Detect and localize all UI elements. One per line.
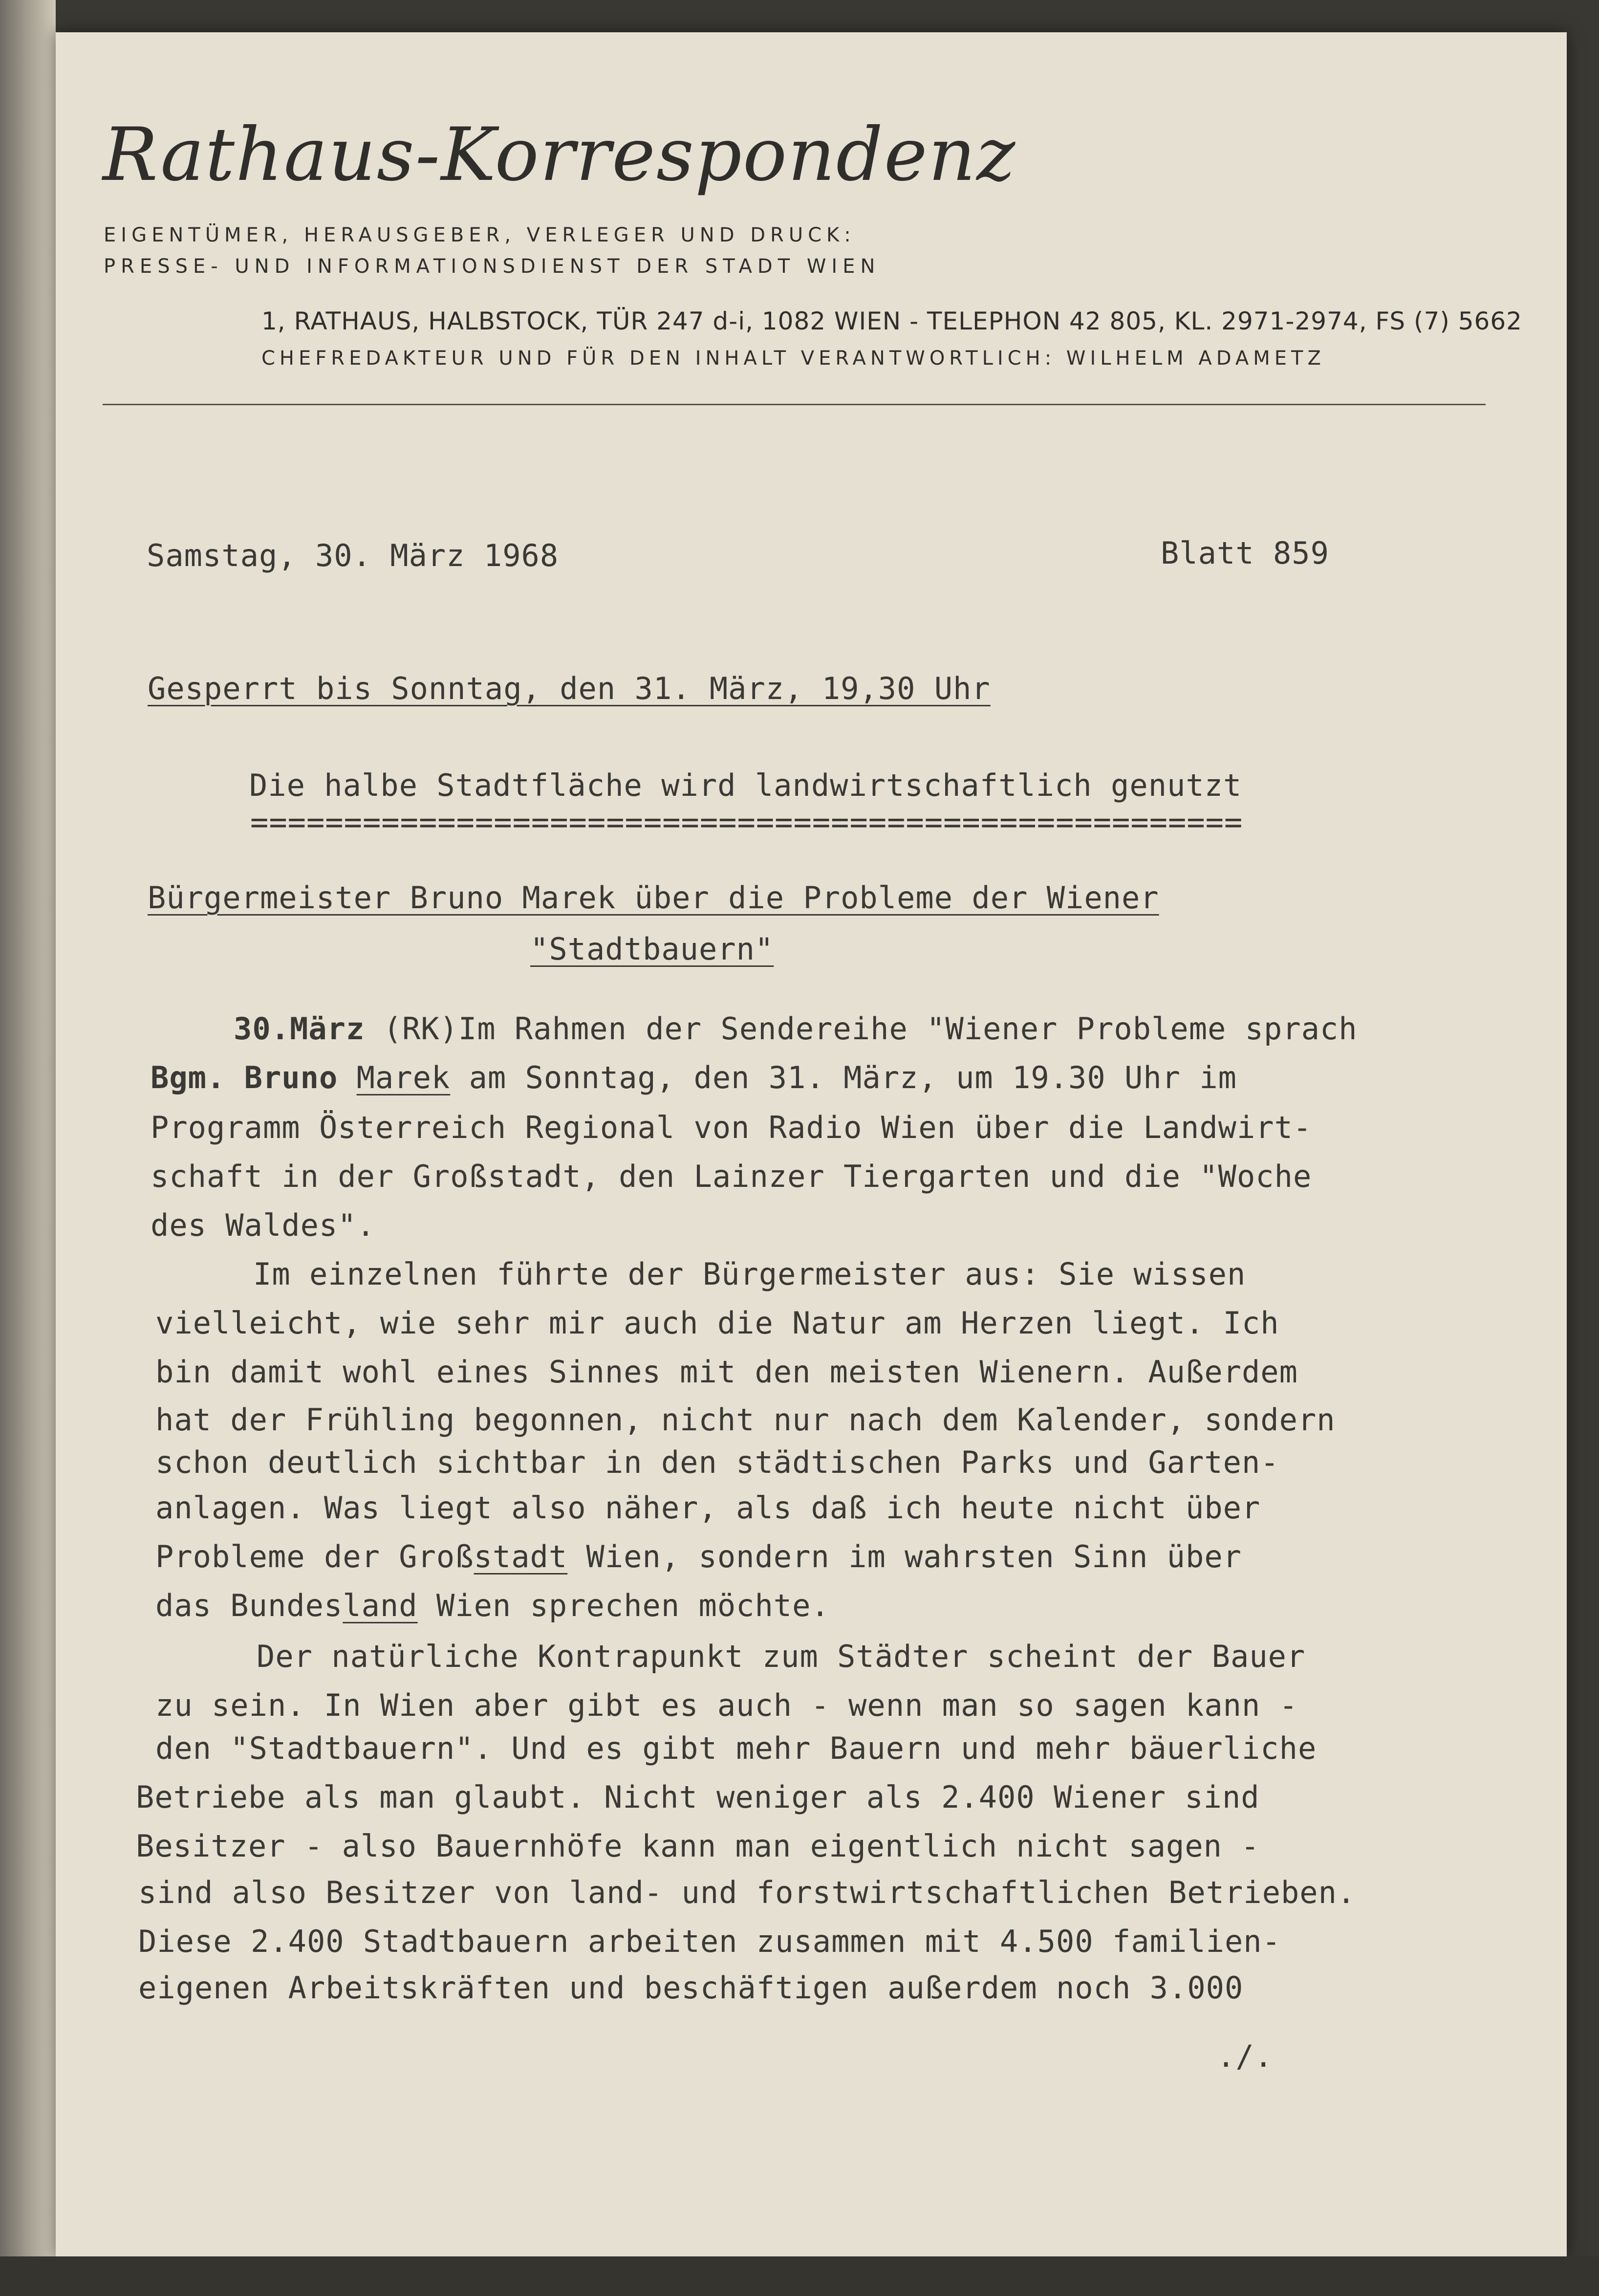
emphasis-underline: stadt (474, 1539, 568, 1574)
headline: Die halbe Stadtfläche wird landwirtschaftlich genutzt (249, 767, 1242, 803)
body-line: sind also Besitzer von land- und forstwirtschaftlichen Betrieben. (138, 1875, 1356, 1910)
body-line: vielleicht, wie sehr mir auch die Natur am Herzen liegt. Ich (155, 1305, 1279, 1341)
masthead-service-line: PRESSE- UND INFORMATIONSDIENST DER STADT WIEN (104, 255, 881, 278)
body-line: Besitzer - also Bauernhöfe kann man eigentlich nicht sagen - (136, 1828, 1260, 1864)
body-text: Probleme der Groß (155, 1539, 474, 1574)
body-line: des Waldes". (151, 1207, 375, 1243)
body-line: schaft in der Großstadt, den Lainzer Tiergarten und die "Woche (151, 1159, 1312, 1194)
body-line: Betriebe als man glaubt. Nicht weniger als 2.400 Wiener sind (136, 1779, 1260, 1815)
emphasis-underline: land (343, 1588, 418, 1623)
body-line: Der natürliche Kontrapunkt zum Städter scheint der Bauer (257, 1639, 1306, 1674)
scan-background (0, 2256, 1599, 2296)
body-line (155, 1588, 830, 1623)
body-text: (RK)Im Rahmen der Sendereihe "Wiener Probleme sprach (365, 1011, 1358, 1047)
masthead-owner-line: EIGENTÜMER, HERAUSGEBER, VERLEGER UND DRUCK: (104, 224, 856, 246)
body-text: das Bundes (155, 1588, 343, 1623)
body-text: Wien sprechen möchte. (417, 1588, 830, 1623)
body-line (234, 1011, 1358, 1047)
body-line: schon deutlich sichtbar in den städtischen Parks und Garten- (155, 1444, 1279, 1480)
body-line: anlagen. Was liegt also näher, als daß ich heute nicht über (155, 1490, 1261, 1526)
body-text: Wien, sondern im wahrsten Sinn über (567, 1539, 1242, 1574)
dateline-date: Samstag, 30. März 1968 (147, 538, 559, 573)
subheadline-continued: "Stadtbauern" (530, 931, 774, 967)
subheadline: Bürgermeister Bruno Marek über die Probleme der Wiener (148, 880, 1159, 916)
header-rule (103, 404, 1486, 405)
body-line: Im einzelnen führte der Bürgermeister aus: Sie wissen (253, 1256, 1246, 1292)
body-line: bin damit wohl eines Sinnes mit den meisten Wienern. Außerdem (155, 1354, 1298, 1390)
dateline-sheet-number: Blatt 859 (1161, 535, 1329, 571)
mayor-name: Marek (356, 1060, 451, 1095)
body-line: Programm Österreich Regional von Radio Wien über die Landwirt- (151, 1110, 1312, 1145)
body-line: den "Stadtbauern". Und es gibt mehr Bauern und mehr bäuerliche (155, 1730, 1317, 1766)
masthead-editor-line: CHEFREDAKTEUR UND FÜR DEN INHALT VERANTWORTLICH: WILHELM ADAMETZ (261, 347, 1325, 370)
body-line: zu sein. In Wien aber gibt es auch - wenn man so sagen kann - (155, 1687, 1298, 1723)
body-text: am Sonntag, den 31. März, um 19.30 Uhr im (450, 1060, 1237, 1095)
masthead-address-line: 1, RATHAUS, HALBSTOCK, TÜR 247 d-i, 1082 WIEN - TELEPHON 42 805, KL. 2971-2974, FS (7) 5662 (261, 307, 1522, 335)
continuation-mark: ./. (1217, 2038, 1273, 2074)
binding-edge (0, 0, 56, 2296)
body-line: eigenen Arbeitskräften und beschäftigen außerdem noch 3.000 (138, 1970, 1244, 2006)
body-line: Diese 2.400 Stadtbauern arbeiten zusammen mit 4.500 familien- (138, 1924, 1281, 1959)
body-line (155, 1539, 1242, 1574)
headline-rule: ===================================================== (250, 804, 1243, 840)
masthead-title: Rathaus-Korrespondenz (103, 112, 1016, 197)
embargo-notice: Gesperrt bis Sonntag, den 31. März, 19,30 Uhr (148, 671, 991, 706)
body-line (151, 1060, 1237, 1095)
mayor-title: Bgm. Bruno (151, 1060, 338, 1095)
body-line: hat der Frühling begonnen, nicht nur nach dem Kalender, sondern (155, 1402, 1336, 1438)
story-date: 30.März (234, 1011, 365, 1047)
